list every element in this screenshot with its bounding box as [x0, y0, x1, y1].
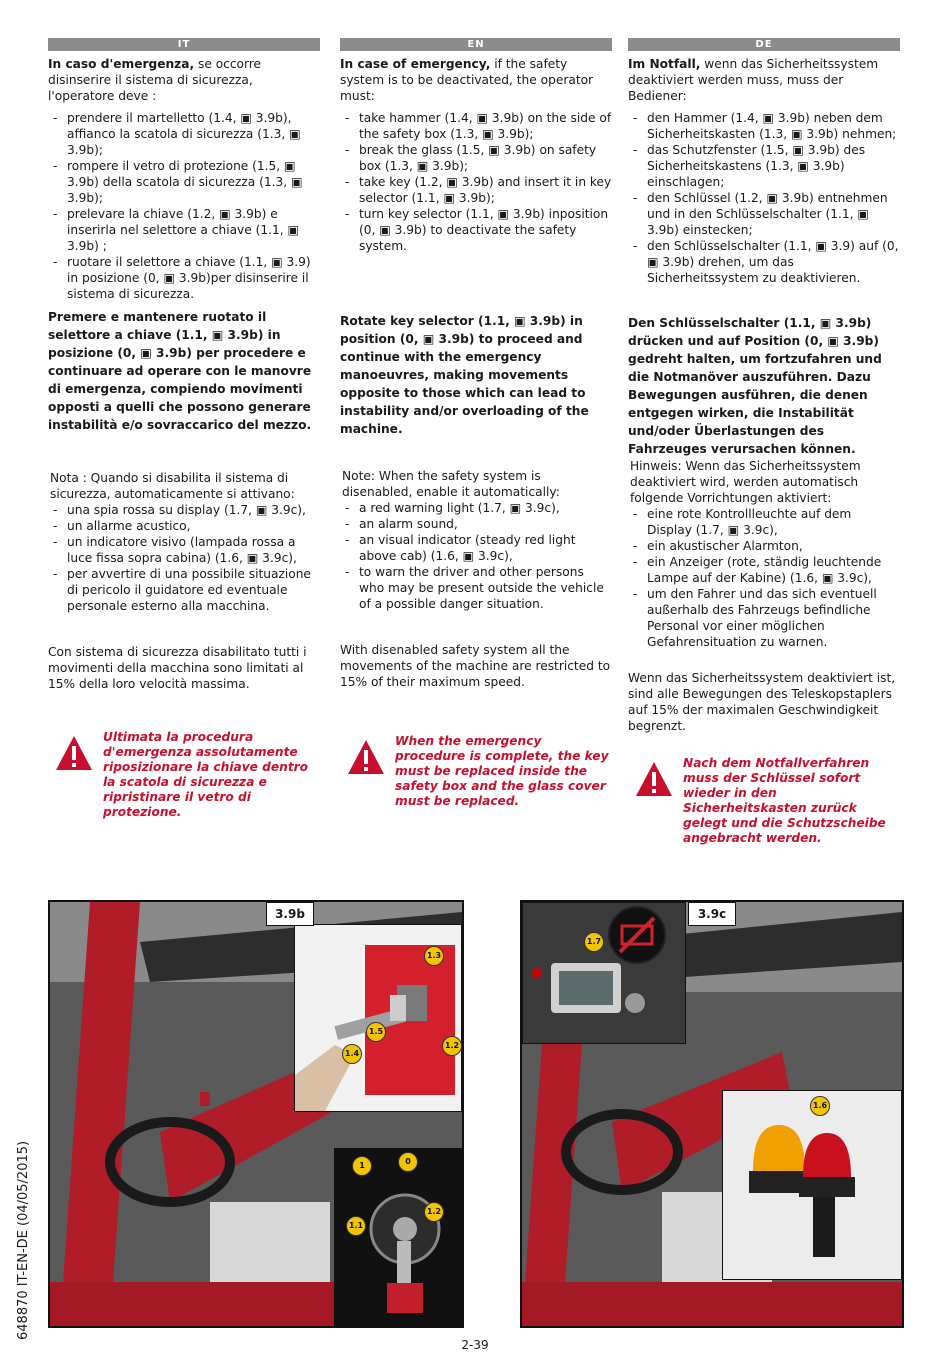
note-item: - un indicatore visivo (lampada rossa a luce fissa sopra cabina) (1.6, ▣ 3.9c), — [48, 534, 320, 566]
callout-1-7: 1.7 — [584, 932, 604, 952]
intro-en — [340, 56, 612, 104]
steps-en — [340, 110, 612, 254]
figure-label: 3.9c — [688, 902, 736, 926]
step-item: - den Schlüssel (1.2, ▣ 3.9b) entnehmen und in den Schlüsselschalter (1.1, ▣ 3.9b) einstecken; — [628, 190, 900, 238]
figure-label: 3.9b — [266, 902, 314, 926]
callout-1-4: 1.4 — [342, 1044, 362, 1064]
warning-text-en: When the emergency procedure is complete, the key must be replaced inside the safety box and the glass cover must be replaced. — [395, 734, 609, 808]
note-item: - a red warning light (1.7, ▣ 3.9c), — [340, 500, 612, 516]
steps-it — [48, 110, 320, 302]
step-item: - ruotare il selettore a chiave (1.1, ▣ 3.9) in posizione (0, ▣ 3.9b)per disinserire il sistema di sicurezza. — [48, 254, 320, 302]
speed-note-en: With disenabled safety system all the movements of the machine are restricted to 15% of their maximum speed. — [340, 643, 611, 689]
callout-1-2-key: 1.2 — [424, 1202, 444, 1222]
warning-light-symbol — [608, 906, 666, 964]
bold-instruction-it: Premere e mantenere ruotato il selettore a chiave (1.1, ▣ 3.9b) in posizione (0, ▣ 3.9b) per procedere e continuare ad operare con le manovre di emergenza, compiendo movimenti opposti a quelli che possono generare instabilità e/o sovraccarico del mezzo. — [48, 310, 312, 432]
note-item: - to warn the driver and other persons who may be present outside the vehicle of a possible danger situation. — [340, 564, 612, 612]
speed-note-it: Con sistema di sicurezza disabilitato tutti i movimenti della macchina sono limitati al 15% della loro velocità massima. — [48, 645, 307, 691]
intro-de — [628, 56, 900, 104]
note-item: - ein akustischer Alarmton, — [628, 538, 900, 554]
steps-de — [628, 110, 900, 286]
note-item: - an alarm sound, — [340, 516, 612, 532]
intro-rest-it: se occorre disinserire il sistema di sicurezza, l'operatore deve : — [48, 57, 262, 103]
step-item: - rompere il vetro di protezione (1.5, ▣ 3.9b) della scatola di sicurezza (1.3, ▣ 3.9b); — [48, 158, 320, 206]
note-item: - um den Fahrer und das sich eventuell außerhalb des Fahrzeugs befindliche Personal vor einer möglichen Gefahrensituation zu warnen. — [628, 586, 900, 650]
note-item: - eine rote Kontrollleuchte auf dem Display (1.7, ▣ 3.9c), — [628, 506, 900, 538]
column-it — [48, 38, 320, 819]
key-selector-inset — [334, 1148, 462, 1328]
warning-en — [340, 734, 612, 809]
note-item: - per avvertire di una possibile situazione di pericolo il guidatore ed eventuale personale esterno alla macchina. — [48, 566, 320, 614]
warning-triangle-icon — [634, 760, 674, 798]
figure-3-9b — [48, 900, 464, 1328]
note-label-de: Hinweis: Wenn das Sicherheitssystem deaktiviert wird, werden automatisch folgende Vorrichtungen aktiviert: — [630, 459, 861, 505]
step-item: - take hammer (1.4, ▣ 3.9b) on the side of the safety box (1.3, ▣ 3.9b); — [340, 110, 612, 142]
step-item: - prendere il martelletto (1.4, ▣ 3.9b), affiancо la scatola di sicurezza (1.3, ▣ 3.9b); — [48, 110, 320, 158]
beacon-inset — [722, 1090, 902, 1280]
warning-text-it: Ultimata la procedura d'emergenza assolutamente riposizionare la chiave dentro la scatola di sicurezza e ripristinare il vetro di protezione. — [103, 730, 309, 819]
document-code — [12, 1090, 32, 1360]
warning-de — [628, 756, 900, 846]
step-item: - das Schutzfenster (1.5, ▣ 3.9b) des Sicherheitskastens (1.3, ▣ 3.9b) einschlagen; — [628, 142, 900, 190]
note-item: - ein Anzeiger (rote, ständig leuchtende Lampe auf der Kabine) (1.6, ▣ 3.9c), — [628, 554, 900, 586]
note-it — [48, 470, 320, 614]
callout-1-5: 1.5 — [366, 1022, 386, 1042]
column-header-de: DE — [628, 38, 900, 51]
note-label-it: Nota : Quando si disabilita il sistema di sicurezza, automaticamente si attivano: — [50, 471, 295, 501]
intro-bold-de: Im Notfall, — [628, 57, 701, 71]
warning-text-de: Nach dem Notfallverfahren muss der Schlüssel sofort wieder in den Sicherheitskasten zurück gelegt und die Schutzscheibe angebracht werden. — [683, 756, 886, 845]
callout-1-6: 1.6 — [810, 1096, 830, 1116]
callout-1-2: 1.2 — [442, 1036, 462, 1056]
note-item: - an visual indicator (steady red light above cab) (1.6, ▣ 3.9c), — [340, 532, 612, 564]
speed-note-de: Wenn das Sicherheitssystem deaktiviert ist, sind alle Bewegungen des Teleskopstaplers auf 15% der maximalen Geschwindigkeit begrenzt. — [628, 671, 896, 733]
warning-triangle-icon — [346, 738, 386, 776]
note-item: - una spia rossa su display (1.7, ▣ 3.9c), — [48, 502, 320, 518]
figure-3-9c — [520, 900, 904, 1328]
disabled-safety-icon — [610, 908, 664, 962]
step-item: - den Schlüsselschalter (1.1, ▣ 3.9) auf (0, ▣ 3.9b) drehen, um das Sicherheitssystem zu deaktivieren. — [628, 238, 900, 286]
callout-1-3: 1.3 — [424, 946, 444, 966]
step-item: - take key (1.2, ▣ 3.9b) and insert it in key selector (1.1, ▣ 3.9b); — [340, 174, 612, 206]
document-code-text: 648870 IT-EN-DE (04/05/2015) — [16, 1140, 31, 1340]
column-en — [340, 38, 612, 808]
intro-bold-en: In case of emergency, — [340, 57, 491, 71]
callout-1-1: 1.1 — [346, 1216, 366, 1236]
bold-instruction-de: Den Schlüsselschalter (1.1, ▣ 3.9b) drücken und auf Position (0, ▣ 3.9b) gedreht halten, um fortzufahren und die Notmanöver auszuführen. Dazu Bewegungen ausführen, die denen entgegen wirken, die Instabilität und/oder Überlastungen des Fahrzeuges verursachen können. — [628, 316, 882, 456]
bold-instruction-en: Rotate key selector (1.1, ▣ 3.9b) in position (0, ▣ 3.9b) to proceed and continue with the emergency manoeuvres, making movements opposite to those which can lead to instability and/or overloading of the machine. — [340, 314, 589, 436]
step-item: - break the glass (1.5, ▣ 3.9b) on safety box (1.3, ▣ 3.9b); — [340, 142, 612, 174]
key-selector-illustration — [335, 1149, 461, 1327]
page-number: 2-39 — [461, 1338, 489, 1352]
note-label-en: Note: When the safety system is disenabled, enable it automatically: — [342, 469, 560, 499]
step-item: - prelevare la chiave (1.2, ▣ 3.9b) e inserirla nel selettore a chiave (1.1, ▣ 3.9b) ; — [48, 206, 320, 254]
intro-rest-de: wenn das Sicherheitssystem deaktiviert werden muss, muss der Bediener: — [628, 57, 879, 103]
warning-triangle-icon — [54, 734, 94, 772]
column-header-it: IT — [48, 38, 320, 51]
beacon-illustration — [723, 1091, 901, 1279]
callout-1: 1 — [352, 1156, 372, 1176]
column-header-en: EN — [340, 38, 612, 51]
intro-bold-it: In caso d'emergenza, — [48, 57, 195, 71]
callout-0: 0 — [398, 1152, 418, 1172]
step-item: - turn key selector (1.1, ▣ 3.9b) inposition (0, ▣ 3.9b) to deactivate the safety system. — [340, 206, 612, 254]
warning-it — [48, 730, 320, 820]
column-de — [628, 38, 900, 845]
note-de — [628, 458, 900, 650]
note-en — [340, 468, 612, 612]
intro-rest-en: if the safety system is to be deactivated, the operator must: — [340, 57, 594, 103]
note-item: - un allarme acustico, — [48, 518, 320, 534]
intro-it — [48, 56, 320, 104]
step-item: - den Hammer (1.4, ▣ 3.9b) neben dem Sicherheitskasten (1.3, ▣ 3.9b) nehmen; — [628, 110, 900, 142]
